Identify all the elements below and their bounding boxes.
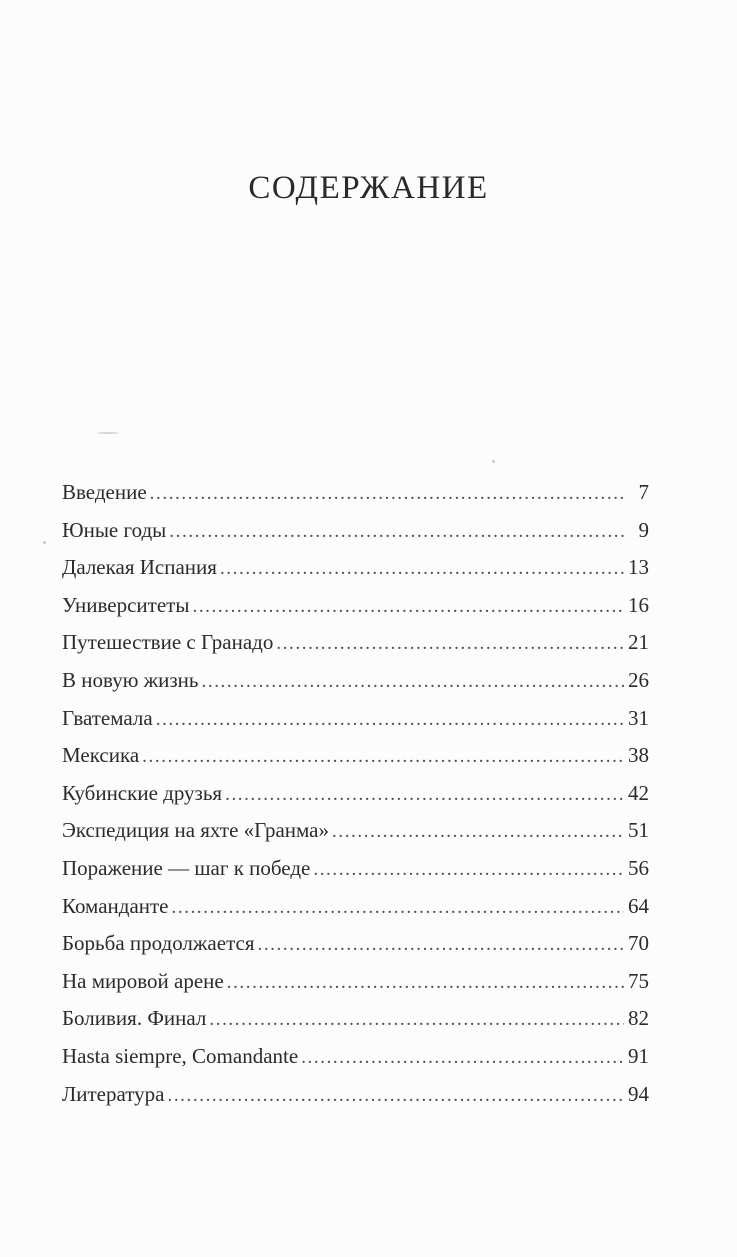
- toc-entry-page-number: 21: [628, 630, 649, 655]
- toc-entry: [62, 737, 649, 775]
- toc-entry-page-number: 75: [628, 968, 649, 993]
- toc-entry-title: Кубинские друзья: [62, 780, 223, 805]
- toc-entry-title: Литература: [62, 1081, 165, 1106]
- paper-speck: [97, 432, 119, 434]
- toc-entry-page-number: 26: [628, 667, 649, 692]
- toc-entry-page-number: 70: [628, 931, 649, 956]
- toc-entry: [62, 888, 649, 926]
- toc-entry-title: Экспедиция на яхте «Гранма»: [62, 818, 329, 843]
- toc-entry-page-number: 56: [628, 855, 649, 880]
- toc-entry-page-number: 82: [628, 1006, 649, 1031]
- dot-leader: [313, 851, 624, 889]
- toc-entry: [62, 1000, 649, 1038]
- table-of-contents: [62, 474, 649, 1113]
- paper-speck: [492, 460, 495, 463]
- dot-leader: [276, 625, 624, 663]
- paper-speck: [43, 541, 46, 544]
- toc-entry: [62, 1076, 649, 1114]
- dot-leader: [225, 776, 624, 814]
- toc-entry-title: Путешествие с Гранадо: [62, 630, 274, 655]
- toc-entry-title: Команданте: [62, 893, 169, 918]
- dot-leader: [209, 1001, 624, 1039]
- toc-entry-page-number: 13: [628, 555, 649, 580]
- dot-leader: [192, 588, 624, 626]
- toc-entry: [62, 512, 649, 550]
- toc-entry-title: На мировой арене: [62, 968, 224, 993]
- toc-entry-page-number: 16: [628, 592, 649, 617]
- toc-entry-page-number: 64: [628, 893, 649, 918]
- dot-leader: [142, 738, 624, 776]
- toc-entry: [62, 700, 649, 738]
- toc-entry-page-number: 31: [628, 705, 649, 730]
- toc-entry: [62, 925, 649, 963]
- toc-entry-title: Университеты: [62, 592, 190, 617]
- toc-entry-page-number: 91: [628, 1043, 649, 1068]
- dot-leader: [150, 475, 624, 513]
- dot-leader: [202, 663, 625, 701]
- toc-entry-title: Гватемала: [62, 705, 153, 730]
- toc-entry-page-number: 51: [628, 818, 649, 843]
- dot-leader: [220, 550, 624, 588]
- toc-entry-title: Юные годы: [62, 517, 167, 542]
- toc-entry-page-number: 9: [638, 517, 649, 542]
- toc-entry-page-number: 42: [628, 780, 649, 805]
- dot-leader: [227, 964, 624, 1002]
- toc-entry-title: Боливия. Финал: [62, 1006, 207, 1031]
- toc-entry-title: Hasta siempre, Comandante: [62, 1043, 299, 1068]
- dot-leader: [301, 1039, 624, 1077]
- toc-entry-title: В новую жизнь: [62, 667, 199, 692]
- toc-entry-title: Мексика: [62, 743, 140, 768]
- toc-entry: [62, 662, 649, 700]
- toc-entry: [62, 812, 649, 850]
- toc-entry-title: Далекая Испания: [62, 555, 217, 580]
- toc-entry-title: Борьба продолжается: [62, 931, 255, 956]
- toc-entry-title: Введение: [62, 480, 147, 504]
- toc-entry-page-number: 94: [628, 1081, 649, 1106]
- dot-leader: [257, 926, 624, 964]
- dot-leader: [332, 813, 624, 851]
- toc-entry: [62, 775, 649, 813]
- toc-entry: [62, 1038, 649, 1076]
- dot-leader: [172, 889, 624, 927]
- dot-leader: [167, 1077, 624, 1115]
- page-title: СОДЕРЖАНИЕ: [248, 170, 489, 207]
- toc-entry: [62, 850, 649, 888]
- toc-entry: [62, 624, 649, 662]
- toc-entry-page-number: 7: [638, 480, 649, 504]
- toc-entry: [62, 587, 649, 625]
- dot-leader: [169, 513, 624, 551]
- toc-entry-title: Поражение — шаг к победе: [62, 855, 311, 880]
- toc-entry: [62, 474, 649, 512]
- dot-leader: [156, 701, 624, 739]
- toc-entry-page-number: 38: [628, 743, 649, 768]
- toc-entry: [62, 549, 649, 587]
- toc-entry: [62, 963, 649, 1001]
